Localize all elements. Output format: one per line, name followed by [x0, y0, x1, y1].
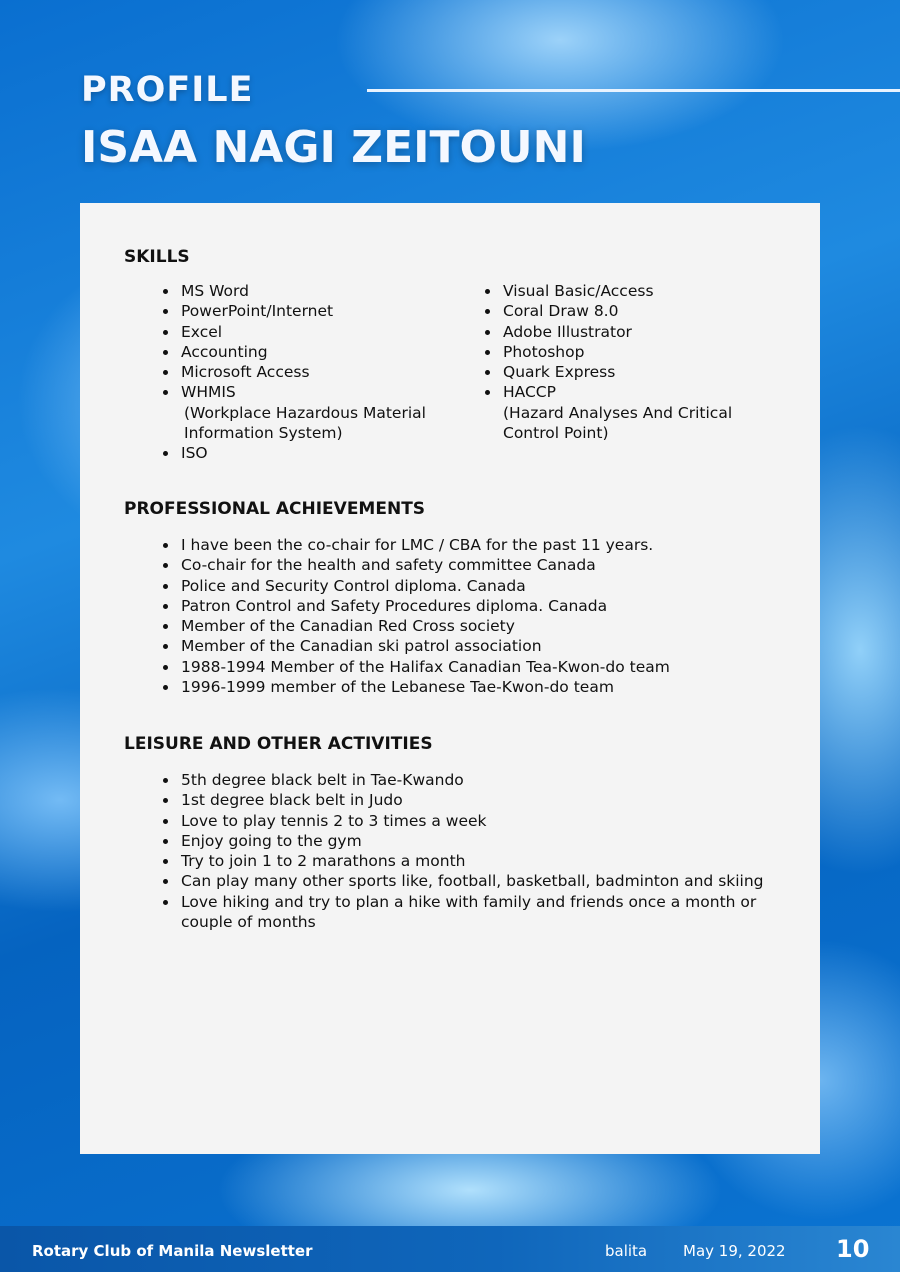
achievements-heading: PROFESSIONAL ACHIEVEMENTS [124, 499, 426, 519]
skill-item: Adobe Illustrator [503, 322, 732, 342]
achievement-item: Co-chair for the health and safety committee Canada [181, 555, 670, 575]
skill-detail: Information System) [184, 424, 343, 443]
skills-list-right [503, 281, 732, 443]
skills-heading: SKILLS [124, 247, 190, 267]
skill-item: MS Word [181, 281, 426, 301]
profile-name: ISAA NAGI ZEITOUNI [81, 122, 586, 173]
achievements-list [181, 535, 670, 697]
leisure-item: Try to join 1 to 2 marathons a month [181, 851, 764, 871]
leisure-item: 5th degree black belt in Tae-Kwando [181, 770, 764, 790]
leisure-item: Enjoy going to the gym [181, 831, 764, 851]
skill-item: Accounting [181, 342, 426, 362]
skill-item: PowerPoint/Internet [181, 301, 426, 321]
leisure-heading: LEISURE AND OTHER ACTIVITIES [124, 734, 433, 754]
skill-item: WHMIS (Workplace Hazardous Material Information System) [181, 382, 426, 443]
skills-list-left [181, 281, 426, 464]
newsletter-title: Rotary Club of Manila Newsletter [32, 1242, 313, 1260]
skill-item: Visual Basic/Access [503, 281, 732, 301]
leisure-item-continuation: couple of months [181, 913, 316, 932]
achievement-item: Member of the Canadian ski patrol association [181, 636, 670, 656]
page-number: 10 [836, 1235, 870, 1263]
leisure-item: Can play many other sports like, football, basketball, badminton and skiing [181, 871, 764, 891]
profile-card [80, 203, 820, 1154]
skill-detail: (Hazard Analyses And Critical [503, 403, 733, 422]
achievement-item: 1996-1999 member of the Lebanese Tae-Kwon-do team [181, 677, 670, 697]
page-footer [0, 1226, 900, 1272]
achievement-item: Member of the Canadian Red Cross society [181, 616, 670, 636]
skill-item: Coral Draw 8.0 [503, 301, 732, 321]
skill-item: Microsoft Access [181, 362, 426, 382]
leisure-list [181, 770, 764, 932]
skill-item: ISO [181, 443, 426, 463]
leisure-item: Love hiking and try to plan a hike with family and friends once a month or couple of months [181, 892, 764, 933]
achievement-item: 1988-1994 Member of the Halifax Canadian Tea-Kwon-do team [181, 657, 670, 677]
skill-detail: (Workplace Hazardous Material [184, 403, 426, 422]
achievement-item: Patron Control and Safety Procedures diploma. Canada [181, 596, 670, 616]
achievement-item: I have been the co-chair for LMC / CBA for the past 11 years. [181, 535, 670, 555]
skill-item: Photoshop [503, 342, 732, 362]
skill-item: HACCP (Hazard Analyses And Critical Control Point) [503, 382, 732, 443]
header-rule [367, 89, 900, 92]
publication-name: balita [605, 1242, 648, 1260]
leisure-item: 1st degree black belt in Judo [181, 790, 764, 810]
skill-item: Quark Express [503, 362, 732, 382]
achievement-item: Police and Security Control diploma. Canada [181, 576, 670, 596]
leisure-item: Love to play tennis 2 to 3 times a week [181, 811, 764, 831]
skill-item: Excel [181, 322, 426, 342]
skill-detail: Control Point) [503, 424, 609, 443]
issue-date: May 19, 2022 [683, 1242, 786, 1260]
profile-kicker: PROFILE [81, 70, 254, 110]
